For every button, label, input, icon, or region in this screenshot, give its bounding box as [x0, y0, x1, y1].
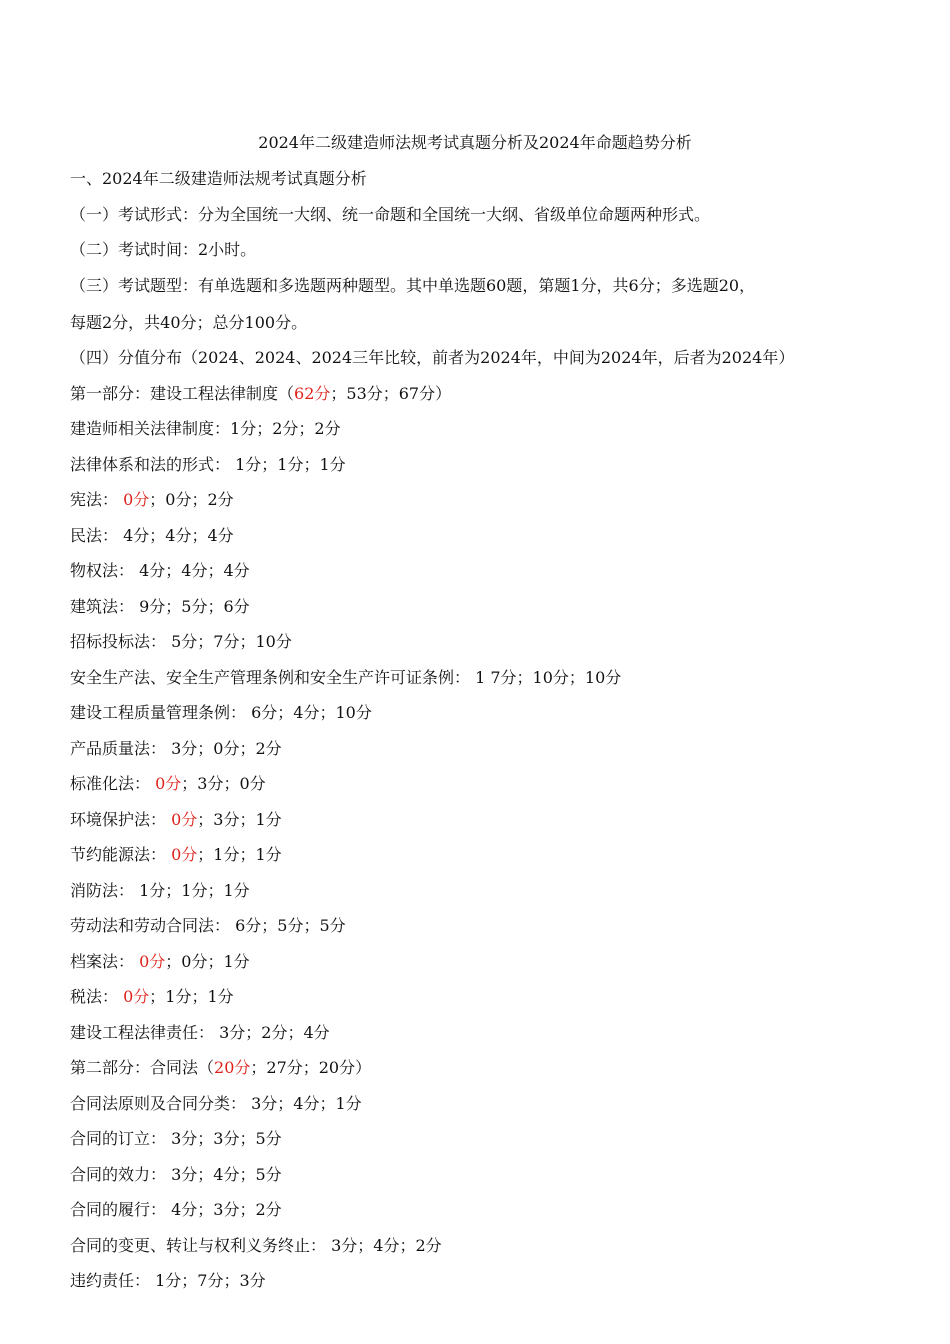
score-row-other-years: ；4分；4分: [149, 525, 234, 545]
score-row-label: 合同的履行：: [70, 1200, 172, 1219]
score-row-other-years: ；7分；3分: [181, 1271, 266, 1290]
score-row-other-years: ；7分；10分: [197, 632, 292, 651]
part2-list: [70, 1091, 900, 1304]
score-row-label: 环境保护法：: [70, 809, 172, 829]
score-row-label: 合同的变更、转让与权利义务终止：: [70, 1235, 332, 1255]
score-row-label: 税法：: [70, 987, 124, 1006]
part1-score-rest: ；53分；67分）: [330, 383, 452, 403]
score-row-label: 建造师相关法律制度：: [70, 419, 231, 438]
score-row: [70, 487, 900, 523]
part2-score-first: 20分: [214, 1058, 251, 1077]
score-row: [70, 594, 900, 630]
score-row-first-year: 3分: [251, 1093, 278, 1113]
score-row: [70, 842, 900, 878]
score-row: [70, 523, 900, 559]
score-row: [70, 1233, 900, 1269]
score-row: [70, 984, 900, 1020]
score-row-first-year: 1 7分: [475, 667, 517, 687]
score-row-label: 民法：: [70, 525, 124, 545]
score-row-first-year: 1分: [230, 419, 257, 438]
score-row: [70, 1197, 900, 1233]
score-row-first-year: 0分: [139, 951, 166, 971]
score-row-other-years: ；3分；5分: [197, 1129, 282, 1148]
score-row-label: 合同的效力：: [70, 1164, 172, 1184]
score-row-other-years: ；5分；5分: [261, 916, 346, 935]
part1-score-first: 62分: [294, 383, 331, 403]
part2-heading: [70, 1055, 900, 1091]
score-row-other-years: ；3分；1分: [197, 809, 282, 829]
score-row: [70, 629, 900, 665]
score-row: [70, 1268, 900, 1304]
score-row-other-years: ；4分；1分: [277, 1093, 362, 1113]
score-row-label: 建设工程法律责任：: [70, 1022, 220, 1042]
score-row: [70, 1162, 900, 1198]
score-row: [70, 558, 900, 594]
score-row-first-year: 3分: [171, 738, 198, 758]
score-row-first-year: 4分: [171, 1200, 198, 1219]
score-row-first-year: 4分: [139, 561, 166, 580]
score-row-other-years: ；4分；5分: [197, 1164, 282, 1184]
score-row-label: 建筑法：: [70, 596, 140, 616]
score-row-label: 合同法原则及合同分类：: [70, 1093, 252, 1113]
document-title: 2024年二级建造师法规考试真题分析及2024年命题趋势分析: [258, 133, 692, 152]
score-row: [70, 700, 900, 736]
part1-label: 第一部分：建设工程法律制度（: [70, 383, 295, 403]
score-row-label: 物权法：: [70, 561, 140, 580]
score-row-other-years: ；4分；4分: [165, 561, 250, 580]
score-row-label: 产品质量法：: [70, 738, 172, 758]
score-row-first-year: 0分: [171, 845, 198, 864]
score-row-first-year: 4分: [123, 525, 150, 545]
score-row-first-year: 1分: [139, 880, 166, 900]
score-row-first-year: 5分: [171, 632, 198, 651]
score-row-first-year: 1分: [235, 454, 262, 474]
score-row-first-year: 0分: [123, 490, 150, 509]
score-row-first-year: 3分: [331, 1235, 358, 1255]
score-row-other-years: ；1分；1分: [165, 880, 250, 900]
score-row-other-years: ；0分；1分: [165, 951, 250, 971]
part2-label: 第二部分：合同法（: [70, 1058, 215, 1077]
score-row-first-year: 0分: [155, 774, 182, 793]
intro-exam-form: （一）考试形式：分为全国统一大纲、统一命题和全国统一大纲、省级单位命题两种形式。: [70, 204, 711, 224]
score-row-first-year: 6分: [235, 916, 262, 935]
score-row-label: 节约能源法：: [70, 845, 172, 864]
score-row-first-year: 6分: [251, 703, 278, 722]
score-row-other-years: ；0分；2分: [197, 738, 282, 758]
score-row: [70, 416, 900, 452]
score-row-first-year: 9分: [139, 596, 166, 616]
score-row: [70, 913, 900, 949]
document-body: [70, 166, 900, 1304]
part1-list: [70, 416, 900, 1055]
part1-heading: [70, 381, 900, 417]
score-row-other-years: ；1分；1分: [197, 845, 282, 864]
intro-score-distribution: （四）分值分布（2024、2024、2024三年比较，前者为2024年，中间为2024年，后者为2024年）: [70, 348, 795, 367]
score-row: [70, 771, 900, 807]
score-row-other-years: ；3分；2分: [197, 1200, 282, 1219]
score-row-other-years: ；1分；1分: [261, 454, 346, 474]
score-row-label: 建设工程质量管理条例：: [70, 703, 252, 722]
score-row-other-years: ；1分；1分: [149, 987, 234, 1006]
score-row-other-years: ；2分；2分: [256, 419, 341, 438]
score-row: [70, 878, 900, 914]
score-row-first-year: 3分: [171, 1129, 198, 1148]
score-row-first-year: 3分: [219, 1022, 246, 1042]
score-row-label: 劳动法和劳动合同法：: [70, 916, 236, 935]
score-row: [70, 949, 900, 985]
score-row-other-years: ；2分；4分: [245, 1022, 330, 1042]
intro-exam-time: （二）考试时间：2小时。: [70, 240, 257, 259]
score-row-other-years: ；4分；2分: [357, 1235, 442, 1255]
score-row-label: 档案法：: [70, 951, 140, 971]
score-row-label: 法律体系和法的形式：: [70, 454, 236, 474]
score-row-first-year: 0分: [171, 809, 198, 829]
score-row: [70, 665, 900, 701]
score-row-label: 宪法：: [70, 490, 124, 509]
score-row-other-years: ；4分；10分: [277, 703, 372, 722]
intro-exam-types-cont: 每题2分，共40分；总分100分。: [70, 312, 308, 332]
score-row: [70, 807, 900, 843]
score-row: [70, 452, 900, 488]
score-row-label: 标准化法：: [70, 774, 156, 793]
part2-score-rest: ；27分；20分）: [250, 1058, 372, 1077]
score-row-label: 合同的订立：: [70, 1129, 172, 1148]
score-row-other-years: ；5分；6分: [165, 596, 250, 616]
score-row-other-years: ；0分；2分: [149, 490, 234, 509]
score-row-first-year: 0分: [123, 987, 150, 1006]
score-row-first-year: 3分: [171, 1164, 198, 1184]
intro-exam-types: （三）考试题型：有单选题和多选题两种题型。其中单选题60题，第题1分，共6分；多选题20，: [70, 275, 756, 295]
score-row-other-years: ；3分；0分: [181, 774, 266, 793]
score-row-label: 招标投标法：: [70, 632, 172, 651]
score-row-label: 违约责任：: [70, 1271, 156, 1290]
score-row: [70, 1126, 900, 1162]
score-row-first-year: 1分: [155, 1271, 182, 1290]
section-heading: 一、2024年二级建造师法规考试真题分析: [70, 169, 367, 188]
score-row-other-years: ；10分；10分: [516, 667, 622, 687]
score-row-label: 消防法：: [70, 880, 140, 900]
score-row: [70, 1020, 900, 1056]
score-row: [70, 1091, 900, 1127]
score-row-label: 安全生产法、安全生产管理条例和安全生产许可证条例：: [70, 667, 476, 687]
score-row: [70, 736, 900, 772]
